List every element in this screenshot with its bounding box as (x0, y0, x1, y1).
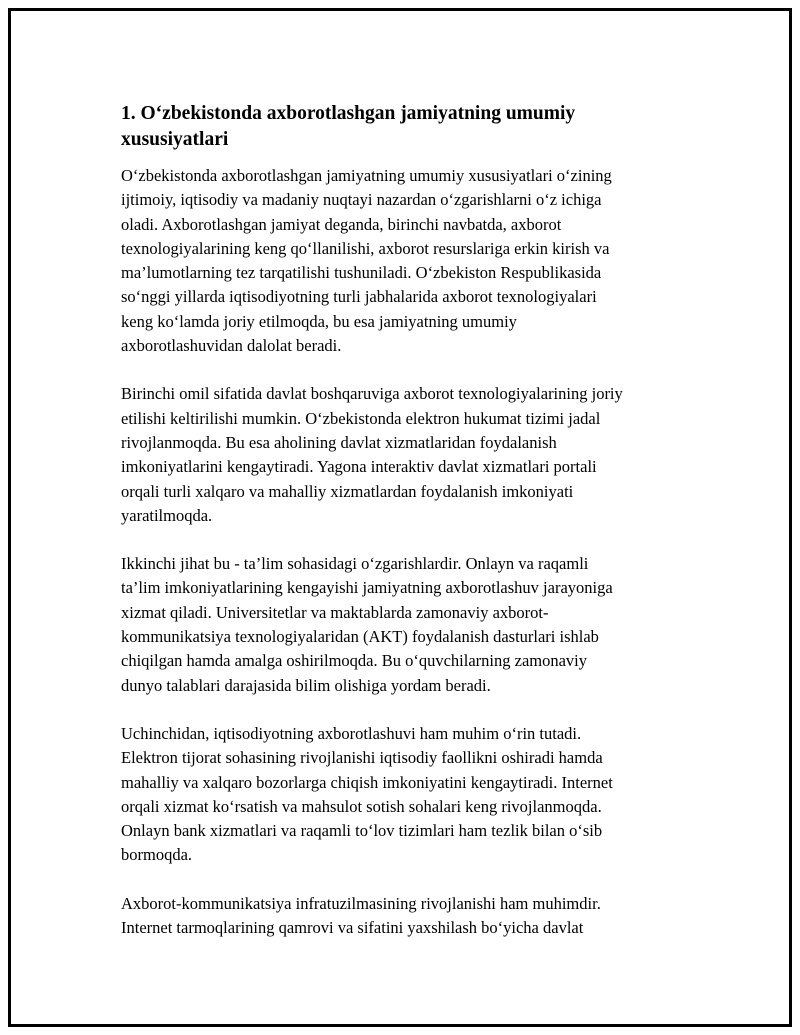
text-line: orqali xizmat ko‘rsatish va mahsulot sotish sohalari keng rivojlanmoqda. (121, 796, 602, 816)
text-line: mahalliy va xalqaro bozorlarga chiqish imkoniyatini kengaytiradi. Internet (121, 772, 613, 792)
paragraph-1 (121, 164, 696, 358)
text-line: texnologiyalarining keng qo‘llanilishi, axborot resurslariga erkin kirish va (121, 238, 610, 258)
text-line: ta’lim imkoniyatlarining kengayishi jamiyatning axborotlashuv jarayoniga (121, 578, 613, 598)
paragraph-2 (121, 382, 696, 528)
text-line: ijtimoiy, iqtisodiy va madaniy nuqtayi nazardan o‘zgarishlarni o‘z ichiga (121, 190, 602, 210)
text-line: yaratilmoqda. (121, 505, 213, 525)
paragraph-3 (121, 552, 696, 698)
text-line: Elektron tijorat sohasining rivojlanishi iqtisodiy faollikni oshiradi hamda (121, 748, 603, 768)
text-line: axborotlashuvidan dalolat beradi. (121, 336, 342, 356)
text-line: etilishi keltirilishi mumkin. O‘zbekistonda elektron hukumat tizimi jadal (121, 408, 601, 428)
text-line: imkoniyatlarini kengaytiradi. Yagona interaktiv davlat xizmatlari portali (121, 457, 597, 477)
text-line: kommunikatsiya texnologiyalaridan (AKT) foydalanish dasturlari ishlab (121, 627, 599, 647)
text-line: bormoqda. (121, 845, 193, 865)
text-line: Axborot-kommunikatsiya infratuzilmasining rivojlanishi ham muhimdir. (121, 893, 601, 913)
text-line: O‘zbekistonda axborotlashgan jamiyatning umumiy xususiyatlari o‘zining (121, 166, 612, 185)
text-line: chiqilgan hamda amalga oshirilmoqda. Bu o‘quvchilarning zamonaviy (121, 651, 588, 671)
text-line: Internet tarmoqlarining qamrovi va sifatini yaxshilash bo‘yicha davlat (121, 918, 584, 938)
text-line: Birinchi omil sifatida davlat boshqaruviga axborot texnologiyalarining joriy (121, 384, 623, 404)
document-body (121, 101, 696, 964)
page-frame (8, 8, 792, 1027)
text-line: Uchinchidan, iqtisodiyotning axborotlashuvi ham muhim o‘rin tutadi. (121, 723, 582, 743)
heading-line: xususiyatlari (121, 129, 229, 150)
paragraph-5 (121, 892, 696, 941)
text-line: so‘nggi yillarda iqtisodiyotning turli jabhalarida axborot texnologiyalari (121, 287, 597, 307)
section-heading (121, 101, 696, 153)
text-line: orqali turli xalqaro va mahalliy xizmatlardan foydalanish imkoniyati (121, 481, 574, 501)
text-line: Onlayn bank xizmatlari va raqamli to‘lov tizimlari ham tezlik bilan o‘sib (121, 821, 603, 841)
text-line: dunyo talablari darajasida bilim olishiga yordam beradi. (121, 675, 491, 695)
text-line: Ikkinchi jihat bu - ta’lim sohasidagi o‘zgarishlardir. Onlayn va raqamli (121, 554, 589, 574)
text-line: rivojlanmoqda. Bu esa aholining davlat xizmatlaridan foydalanish (121, 432, 557, 452)
paragraph-4 (121, 722, 696, 868)
text-line: ma’lumotlarning tez tarqatilishi tushuniladi. O‘zbekiston Respublikasida (121, 263, 602, 283)
text-line: oladi. Axborotlashgan jamiyat deganda, birinchi navbatda, axborot (121, 214, 562, 234)
text-line: keng ko‘lamda joriy etilmoqda, bu esa jamiyatning umumiy (121, 311, 517, 331)
heading-line: 1. O‘zbekistonda axborotlashgan jamiyatning umumiy (121, 103, 576, 124)
text-line: xizmat qiladi. Universitetlar va maktablarda zamonaviy axborot- (121, 602, 549, 622)
